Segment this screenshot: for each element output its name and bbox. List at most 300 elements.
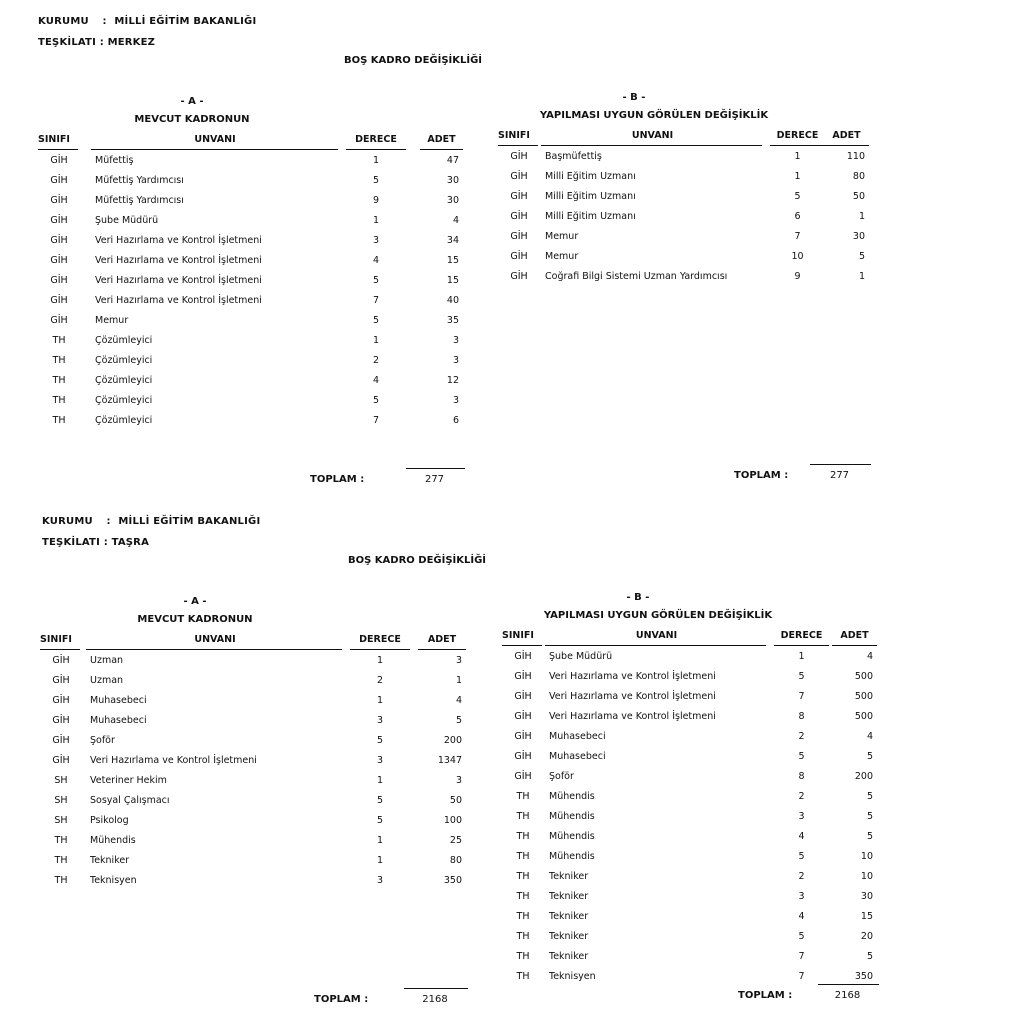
cell-adet: 10 (860, 851, 873, 862)
header-underline (498, 145, 538, 146)
cell-adet: 3 (455, 775, 462, 786)
table-total (40, 994, 462, 1014)
cell-unvani: Memur (545, 231, 579, 242)
cell-sinifi: GİH (514, 731, 532, 742)
table-tasra-a (40, 596, 465, 1016)
kurumu-separator: : (102, 16, 107, 27)
teskilati-separator: : (103, 537, 112, 548)
table-row (38, 294, 459, 314)
teskilati-line-merkez (38, 37, 155, 48)
table-row (40, 874, 462, 894)
cell-adet: 1 (455, 675, 462, 686)
cell-derece: 1 (372, 335, 380, 346)
cell-sinifi: GİH (510, 231, 528, 242)
cell-unvani: Çözümleyici (95, 395, 153, 406)
cell-derece: 4 (372, 375, 380, 386)
cell-sinifi: GİH (50, 215, 68, 226)
cell-sinifi: TH (516, 971, 530, 982)
cell-unvani: Müfettiş Yardımcısı (95, 195, 184, 206)
kurumu-line-tasra (42, 516, 260, 527)
table-row (38, 354, 459, 374)
cell-derece: 5 (794, 191, 801, 202)
cell-adet: 30 (860, 891, 873, 902)
cell-sinifi: GİH (514, 671, 532, 682)
table-row (38, 174, 459, 194)
cell-unvani: Şube Müdürü (95, 215, 159, 226)
cell-unvani: Memur (95, 315, 129, 326)
cell-derece: 6 (794, 211, 801, 222)
teskilati-value: TAŞRA (111, 537, 150, 548)
cell-unvani: Veri Hazırlama ve Kontrol İşletmeni (549, 711, 716, 722)
cell-adet: 500 (854, 711, 873, 722)
total-rule (818, 984, 879, 985)
cell-sinifi: GİH (514, 751, 532, 762)
cell-adet: 3 (452, 335, 459, 346)
table-row (38, 214, 459, 234)
total-rule (406, 468, 465, 469)
cell-sinifi: TH (54, 875, 68, 886)
cell-adet: 4 (866, 731, 873, 742)
cell-derece: 5 (798, 931, 805, 942)
cell-adet: 100 (443, 815, 462, 826)
table-total (38, 474, 459, 494)
cell-derece: 2 (376, 675, 384, 686)
total-label: TOPLAM : (738, 990, 793, 1001)
column-header-adet: ADET (427, 134, 456, 145)
column-header-unvani: UNVANI (631, 130, 674, 141)
table-row (40, 814, 462, 834)
cell-adet: 30 (446, 195, 459, 206)
table-row (498, 270, 865, 290)
cell-unvani: Veri Hazırlama ve Kontrol İşletmeni (549, 671, 716, 682)
header-underline (86, 649, 342, 650)
cell-derece: 1 (794, 171, 801, 182)
cell-unvani: Mühendis (549, 791, 595, 802)
cell-unvani: Çözümleyici (95, 335, 153, 346)
column-header-derece: DERECE (359, 634, 401, 645)
cell-derece: 5 (372, 175, 380, 186)
cell-unvani: Müfettiş (95, 155, 134, 166)
cell-adet: 5 (858, 251, 865, 262)
teskilati-separator: : (99, 37, 108, 48)
cell-adet: 3 (455, 655, 462, 666)
table-row (38, 194, 459, 214)
cell-sinifi: GİH (50, 255, 68, 266)
table-row (502, 710, 873, 730)
cell-unvani: Tekniker (549, 931, 589, 942)
cell-sinifi: TH (516, 911, 530, 922)
table-row (502, 870, 873, 890)
column-header-unvani: UNVANI (635, 630, 678, 641)
cell-adet: 350 (854, 971, 873, 982)
cell-adet: 15 (860, 911, 873, 922)
header-underline (541, 145, 762, 146)
table-row (502, 690, 873, 710)
table-row (498, 150, 865, 170)
header-underline (38, 149, 78, 150)
table-row (38, 374, 459, 394)
cell-derece: 7 (794, 231, 801, 242)
table-row (502, 670, 873, 690)
cell-sinifi: SH (54, 795, 68, 806)
kurumu-label: KURUMU (42, 516, 93, 527)
cell-derece: 1 (798, 651, 805, 662)
table-row (502, 890, 873, 910)
cell-derece: 5 (798, 671, 805, 682)
cell-derece: 1 (376, 775, 384, 786)
column-header-sinifi: SINIFI (38, 134, 70, 145)
cell-adet: 1 (858, 271, 865, 282)
column-header-sinifi: SINIFI (502, 630, 534, 641)
cell-adet: 1 (858, 211, 865, 222)
total-label: TOPLAM : (310, 474, 365, 485)
cell-adet: 80 (449, 855, 462, 866)
cell-derece: 2 (798, 731, 805, 742)
cell-unvani: Veri Hazırlama ve Kontrol İşletmeni (95, 295, 262, 306)
cell-sinifi: GİH (50, 195, 68, 206)
table-row (38, 314, 459, 334)
cell-derece: 4 (798, 911, 805, 922)
cell-derece: 9 (794, 271, 801, 282)
cell-unvani: Milli Eğitim Uzmanı (545, 211, 636, 222)
table-row (40, 654, 462, 674)
header-underline (832, 645, 877, 646)
cell-adet: 80 (852, 171, 865, 182)
cell-adet: 3 (452, 395, 459, 406)
cell-unvani: Psikolog (90, 815, 129, 826)
cell-derece: 3 (372, 235, 380, 246)
cell-sinifi: GİH (52, 675, 70, 686)
kurumu-value: MİLLİ EĞİTİM BAKANLIĞI (114, 16, 257, 27)
table-row (498, 190, 865, 210)
table-row (40, 754, 462, 774)
table-row (502, 950, 873, 970)
cell-derece: 1 (376, 695, 384, 706)
cell-adet: 6 (452, 415, 459, 426)
cell-derece: 5 (376, 815, 384, 826)
cell-adet: 3 (452, 355, 459, 366)
table-row (502, 770, 873, 790)
cell-derece: 5 (798, 851, 805, 862)
cell-unvani: Coğrafi Bilgi Sistemi Uzman Yardımcısı (545, 271, 728, 282)
table-row (502, 970, 873, 990)
kurumu-label: KURUMU (38, 16, 89, 27)
cell-derece: 5 (376, 735, 384, 746)
cell-unvani: Tekniker (549, 911, 589, 922)
table-marker: - A - (183, 596, 207, 607)
header-underline (420, 149, 463, 150)
cell-derece: 5 (372, 315, 380, 326)
cell-unvani: Milli Eğitim Uzmanı (545, 171, 636, 182)
table-row (38, 274, 459, 294)
cell-adet: 50 (449, 795, 462, 806)
table-marker: - B - (626, 592, 650, 603)
cell-sinifi: TH (516, 831, 530, 842)
table-row (502, 650, 873, 670)
cell-adet: 34 (446, 235, 459, 246)
table-total (498, 470, 865, 490)
teskilati-label: TEŞKİLATI (38, 37, 97, 48)
table-row (498, 250, 865, 270)
cell-unvani: Başmüfettiş (545, 151, 602, 162)
table-row (40, 734, 462, 754)
cell-sinifi: GİH (50, 155, 68, 166)
header-underline (346, 149, 406, 150)
cell-adet: 200 (443, 735, 462, 746)
cell-adet: 4 (866, 651, 873, 662)
cell-derece: 5 (376, 795, 384, 806)
cell-derece: 3 (376, 715, 384, 726)
column-header-unvani: UNVANI (194, 634, 236, 645)
cell-adet: 110 (846, 151, 865, 162)
cell-unvani: Uzman (90, 675, 124, 686)
table-caption: MEVCUT KADRONUN (134, 114, 250, 125)
cell-derece: 7 (372, 415, 380, 426)
table-row (502, 810, 873, 830)
table-caption: YAPILMASI UYGUN GÖRÜLEN DEĞİŞİKLİK (539, 110, 769, 121)
cell-sinifi: TH (54, 835, 68, 846)
cell-adet: 15 (446, 275, 459, 286)
table-row (40, 674, 462, 694)
cell-sinifi: TH (52, 395, 66, 406)
cell-adet: 10 (860, 871, 873, 882)
table-row (40, 714, 462, 734)
column-header-derece: DERECE (780, 630, 823, 641)
cell-unvani: Tekniker (549, 951, 589, 962)
table-row (502, 910, 873, 930)
cell-sinifi: GİH (514, 771, 532, 782)
table-row (498, 170, 865, 190)
table-merkez-a (38, 96, 463, 496)
table-row (40, 774, 462, 794)
cell-derece: 1 (376, 655, 384, 666)
cell-sinifi: GİH (50, 315, 68, 326)
cell-adet: 47 (446, 155, 459, 166)
column-header-unvani: UNVANI (194, 134, 236, 145)
cell-derece: 2 (372, 355, 380, 366)
section-title-merkez: BOŞ KADRO DEĞİŞİKLİĞİ (344, 55, 483, 66)
cell-unvani: Milli Eğitim Uzmanı (545, 191, 636, 202)
column-header-derece: DERECE (355, 134, 397, 145)
section-title-tasra: BOŞ KADRO DEĞİŞİKLİĞİ (348, 555, 487, 566)
header-underline (774, 645, 829, 646)
cell-unvani: Veri Hazırlama ve Kontrol İşletmeni (95, 255, 262, 266)
cell-adet: 35 (446, 315, 459, 326)
cell-sinifi: GİH (52, 755, 70, 766)
cell-derece: 2 (798, 791, 805, 802)
cell-derece: 3 (798, 891, 805, 902)
cell-derece: 7 (798, 951, 805, 962)
cell-derece: 8 (798, 711, 805, 722)
cell-unvani: Veteriner Hekim (90, 775, 167, 786)
cell-unvani: Veri Hazırlama ve Kontrol İşletmeni (90, 755, 257, 766)
cell-sinifi: GİH (514, 691, 532, 702)
table-header (498, 130, 865, 143)
cell-unvani: Çözümleyici (95, 375, 153, 386)
cell-sinifi: SH (54, 815, 68, 826)
cell-unvani: Uzman (90, 655, 124, 666)
cell-adet: 350 (443, 875, 462, 886)
cell-adet: 30 (446, 175, 459, 186)
cell-sinifi: GİH (510, 251, 528, 262)
cell-derece: 3 (376, 875, 384, 886)
table-row (40, 794, 462, 814)
cell-adet: 5 (866, 791, 873, 802)
cell-sinifi: TH (516, 811, 530, 822)
cell-derece: 3 (798, 811, 805, 822)
table-row (502, 850, 873, 870)
cell-derece: 5 (798, 751, 805, 762)
cell-sinifi: GİH (50, 235, 68, 246)
cell-unvani: Mühendis (549, 831, 595, 842)
cell-adet: 200 (854, 771, 873, 782)
cell-sinifi: TH (516, 871, 530, 882)
header-underline (350, 649, 410, 650)
cell-unvani: Sosyal Çalışmacı (90, 795, 170, 806)
cell-unvani: Veri Hazırlama ve Kontrol İşletmeni (549, 691, 716, 702)
cell-sinifi: TH (52, 415, 66, 426)
cell-adet: 4 (452, 215, 459, 226)
header-underline (91, 149, 338, 150)
total-value: 2168 (422, 994, 448, 1005)
column-header-adet: ADET (840, 630, 869, 641)
cell-sinifi: GİH (50, 275, 68, 286)
cell-sinifi: GİH (52, 655, 70, 666)
cell-adet: 15 (446, 255, 459, 266)
cell-adet: 50 (852, 191, 865, 202)
cell-sinifi: GİH (50, 295, 68, 306)
table-row (40, 694, 462, 714)
cell-unvani: Teknisyen (90, 875, 137, 886)
total-rule (810, 464, 871, 465)
column-header-sinifi: SINIFI (498, 130, 530, 141)
cell-derece: 10 (791, 251, 804, 262)
cell-sinifi: GİH (510, 211, 528, 222)
teskilati-value: MERKEZ (107, 37, 156, 48)
table-row (38, 154, 459, 174)
cell-unvani: Şoför (549, 771, 574, 782)
cell-adet: 5 (866, 811, 873, 822)
cell-adet: 20 (860, 931, 873, 942)
total-rule (404, 988, 468, 989)
kurumu-separator: : (106, 516, 111, 527)
cell-unvani: Şube Müdürü (549, 651, 613, 662)
cell-adet: 5 (866, 751, 873, 762)
cell-derece: 4 (372, 255, 380, 266)
header-underline (40, 649, 80, 650)
table-merkez-b (498, 92, 883, 492)
table-caption: YAPILMASI UYGUN GÖRÜLEN DEĞİŞİKLİK (543, 610, 773, 621)
cell-adet: 1347 (437, 755, 462, 766)
cell-unvani: Muhasebeci (90, 715, 147, 726)
cell-derece: 8 (798, 771, 805, 782)
column-header-adet: ADET (832, 130, 861, 141)
cell-derece: 7 (798, 971, 805, 982)
cell-sinifi: GİH (52, 695, 70, 706)
cell-unvani: Teknisyen (549, 971, 596, 982)
cell-sinifi: GİH (514, 651, 532, 662)
cell-unvani: Muhasebeci (90, 695, 147, 706)
cell-derece: 3 (376, 755, 384, 766)
table-row (498, 230, 865, 250)
table-row (502, 830, 873, 850)
cell-unvani: Çözümleyici (95, 355, 153, 366)
header-underline (770, 145, 825, 146)
cell-adet: 25 (449, 835, 462, 846)
cell-sinifi: GİH (52, 735, 70, 746)
total-value: 277 (424, 474, 445, 485)
total-value: 2168 (834, 990, 861, 1001)
total-label: TOPLAM : (314, 994, 369, 1005)
table-row (38, 234, 459, 254)
cell-sinifi: GİH (510, 151, 528, 162)
table-row (502, 930, 873, 950)
cell-sinifi: GİH (510, 271, 528, 282)
cell-derece: 1 (376, 855, 384, 866)
kurumu-value: MİLLİ EĞİTİM BAKANLIĞI (118, 516, 261, 527)
cell-derece: 1 (372, 155, 380, 166)
column-header-sinifi: SINIFI (40, 634, 72, 645)
cell-sinifi: GİH (52, 715, 70, 726)
cell-unvani: Müfettiş Yardımcısı (95, 175, 184, 186)
cell-sinifi: TH (516, 931, 530, 942)
table-row (38, 394, 459, 414)
cell-unvani: Mühendis (549, 851, 595, 862)
cell-sinifi: SH (54, 775, 68, 786)
cell-sinifi: TH (54, 855, 68, 866)
table-header (38, 134, 459, 147)
cell-sinifi: GİH (50, 175, 68, 186)
table-row (502, 730, 873, 750)
cell-derece: 7 (798, 691, 805, 702)
cell-unvani: Muhasebeci (549, 751, 606, 762)
cell-sinifi: GİH (510, 171, 528, 182)
header-underline (545, 645, 766, 646)
cell-unvani: Veri Hazırlama ve Kontrol İşletmeni (95, 275, 262, 286)
cell-sinifi: TH (516, 791, 530, 802)
total-value: 277 (829, 470, 850, 481)
table-row (502, 790, 873, 810)
table-row (38, 254, 459, 274)
kurumu-line-merkez (38, 16, 256, 27)
table-row (38, 334, 459, 354)
table-row (498, 210, 865, 230)
cell-unvani: Veri Hazırlama ve Kontrol İşletmeni (95, 235, 262, 246)
cell-sinifi: TH (52, 335, 66, 346)
cell-sinifi: TH (52, 375, 66, 386)
cell-adet: 5 (455, 715, 462, 726)
cell-sinifi: TH (516, 951, 530, 962)
cell-unvani: Mühendis (549, 811, 595, 822)
cell-adet: 500 (854, 691, 873, 702)
header-underline (502, 645, 542, 646)
cell-adet: 5 (866, 831, 873, 842)
teskilati-label: TEŞKİLATI (42, 537, 101, 548)
cell-adet: 12 (446, 375, 459, 386)
column-header-derece: DERECE (776, 130, 819, 141)
cell-derece: 1 (794, 151, 801, 162)
header-underline (418, 649, 466, 650)
table-tasra-b (502, 592, 887, 1012)
cell-adet: 500 (854, 671, 873, 682)
teskilati-line-tasra (42, 537, 149, 548)
cell-unvani: Tekniker (549, 891, 589, 902)
table-header (502, 630, 873, 643)
cell-sinifi: TH (516, 851, 530, 862)
cell-derece: 4 (798, 831, 805, 842)
cell-adet: 5 (866, 951, 873, 962)
cell-derece: 7 (372, 295, 380, 306)
